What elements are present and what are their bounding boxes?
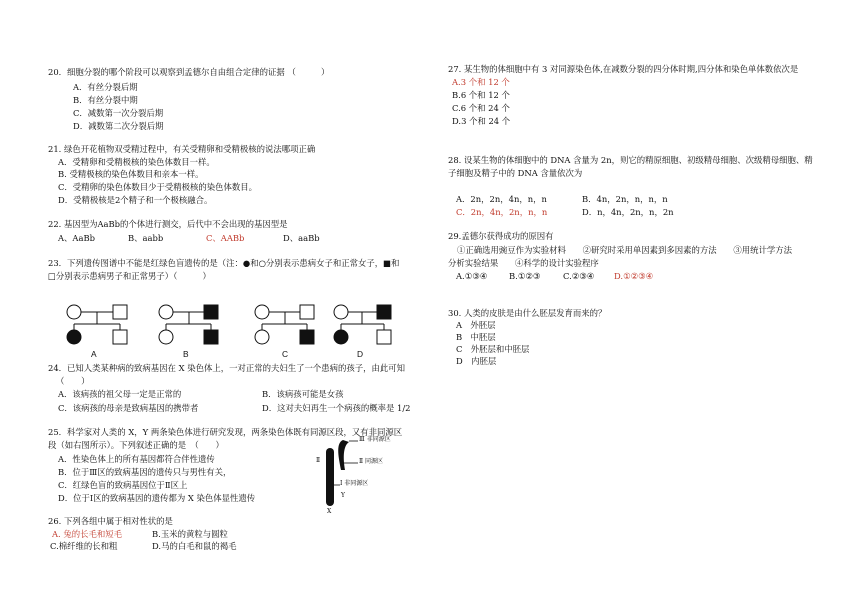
q29-option-d: D.①②③④ <box>614 271 654 281</box>
q23-stem-line1: 23．下列遗传图谱中不能是红绿色盲遗传的是（注：●和○分别表示患病女子和正常女子，■和 <box>48 258 400 268</box>
q24-option-a: A．该病孩的祖父母一定是正常的 <box>58 389 182 399</box>
q29-option-a: A.①③④ <box>456 271 488 281</box>
q21-stem: 21. 绿色开花植物双受精过程中，有关受精卵和受精极核的说法哪项正确 <box>48 144 316 154</box>
q29-option-b: B.①②③ <box>509 271 541 281</box>
xy-fig-label-region2: Ⅱ 同源区 <box>359 458 383 465</box>
q26-option-a: A. 兔的长毛和短毛 <box>52 529 122 539</box>
q25-option-d: D．位于Ⅰ区的致病基因的遗传都为 X 染色体显性遗传 <box>58 493 256 503</box>
q22-stem: 22. 基因型为AaBb的个体进行测交，后代中不会出现的基因型是 <box>48 219 288 229</box>
xy-fig-label-x: X <box>327 508 332 515</box>
q24-option-b: B．该病孩可能是女孩 <box>262 389 344 399</box>
q27-option-d: D.3 个和 24 个 <box>452 116 511 126</box>
q30-stem: 30. 人类的皮肤是由什么胚层发育而来的？ <box>448 308 607 318</box>
xy-fig-label-region3: Ⅲ 非同源区 <box>359 436 391 443</box>
q24-stem-line2: （ ） <box>56 376 90 386</box>
q20-option-d: D．减数第二次分裂后期 <box>73 121 164 131</box>
q20-option-b: B．有丝分裂中期 <box>73 95 138 105</box>
xy-fig-label-y: Y <box>341 492 345 499</box>
pedigree-label-a: A <box>91 349 97 359</box>
q21-option-a: A．受精卵和受精极核的染色体数目一样。 <box>58 157 215 167</box>
pedigree-d <box>334 305 391 344</box>
q22-option-a: A、AaBb <box>58 233 95 243</box>
q23-stem-line2: □分别表示患病男子和正常男子）（ ） <box>48 271 211 281</box>
q25-stem-line2: 段（如右图所示）。下列叙述正确的是 （ ） <box>48 440 224 450</box>
q30-option-d: D 内胚层 <box>456 356 497 366</box>
q30-option-a: A 外胚层 <box>456 320 496 330</box>
q22-option-d: D、aaBb <box>283 233 320 243</box>
q28-option-c: C．2n，4n，2n，n，n <box>456 207 548 217</box>
q26-option-c: C.棉纤维的长和粗 <box>50 541 118 551</box>
q27-option-a: A.3 个和 12 个 <box>452 77 510 87</box>
q29-stem: 29.孟德尔获得成功的原因有 <box>448 231 554 241</box>
y-chromosome <box>338 440 349 470</box>
q21-option-c: C．受精卵的染色体数目少于受精极核的染色体数目。 <box>58 182 258 192</box>
q25-option-a: A．性染色体上的所有基因都符合伴性遗传 <box>58 454 215 464</box>
q28-option-b: B．4n，2n，n，n，n <box>582 194 668 204</box>
pedigree-label-b: B <box>183 349 189 359</box>
q21-option-b: B. 受精极核的染色体数目和亲本一样。 <box>58 169 204 179</box>
q25-stem-line1: 25．科学家对人类的 X，Y 两条染色体进行研究发现，两条染色体既有同源区段，又有非同源区 <box>48 427 403 437</box>
q28-stem-line1: 28. 设某生物的体细胞中的 DNA 含量为 2n，则它的精原细胞、初级精母细胞、次级精母细胞、精 <box>448 155 813 165</box>
pedigree-a <box>67 305 127 344</box>
x-chromosome <box>326 448 334 506</box>
q28-option-a: A．2n，2n，4n，n，n <box>456 194 547 204</box>
q20-stem: 20．细胞分裂的哪个阶段可以观察到孟德尔自由组合定律的证据 （ ） <box>48 67 330 77</box>
q25-option-c: C．红绿色盲的致病基因位于Ⅱ区上 <box>58 480 188 490</box>
pedigree-label-d: D <box>357 349 364 359</box>
pedigree-label-c: C <box>282 349 289 359</box>
xy-fig-label-roman2: Ⅱ <box>316 457 321 464</box>
q27-option-c: C.6 个和 24 个 <box>452 103 510 113</box>
q30-option-b: B 中胚层 <box>456 332 496 342</box>
pedigree-c <box>255 305 314 344</box>
q28-stem-line2: 子细胞及精子中的 DNA 含量依次为 <box>448 168 583 178</box>
q21-option-d: D．受精极核是2个精子和一个极核融合。 <box>58 195 213 205</box>
q20-option-a: A．有丝分裂后期 <box>73 82 138 92</box>
q27-stem: 27. 某生物的体细胞中有 3 对同源染色体,在减数分裂的四分体时期,四分体和染色单体数依次是 <box>448 64 799 74</box>
q29-line2: 分析实验结果 ④科学的设计实验程序 <box>448 258 599 268</box>
q24-option-c: C．该病孩的母亲是致病基因的携带者 <box>58 403 199 413</box>
q26-option-b: B.玉米的黄粒与圆粒 <box>152 529 228 539</box>
q22-option-b: B、aabb <box>128 233 164 243</box>
q26-stem: 26. 下列各组中属于相对性状的是 <box>48 516 173 526</box>
q29-line1: ①正确选用豌豆作为实验材料 ②研究时采用单因素到多因素的方法 ③用统计学方法 <box>457 245 792 255</box>
q29-option-c: C.②③④ <box>563 271 595 281</box>
q24-stem-line1: 24．已知人类某种病的致病基因在 X 染色体上，一对正常的夫妇生了一个患病的孩子，由此可知 <box>48 363 405 373</box>
q28-option-d: D．n，4n，2n，n，2n <box>582 207 674 217</box>
q26-option-d: D.马的白毛和鼠的褐毛 <box>152 541 237 551</box>
xy-fig-label-region1: Ⅰ 非同源区 <box>340 480 369 487</box>
q20-option-c: C．减数第一次分裂后期 <box>73 108 164 118</box>
q27-option-b: B.6 个和 12 个 <box>452 90 510 100</box>
q30-option-c: C 外胚层和中胚层 <box>456 344 530 354</box>
q24-option-d: D．这对夫妇再生一个病孩的概率是 1/2 <box>262 403 411 413</box>
pedigree-b <box>159 305 218 344</box>
q22-option-c: C、AABb <box>206 233 245 243</box>
q25-option-b: B．位于Ⅲ区的致病基因的遗传只与男性有关， <box>58 467 232 477</box>
